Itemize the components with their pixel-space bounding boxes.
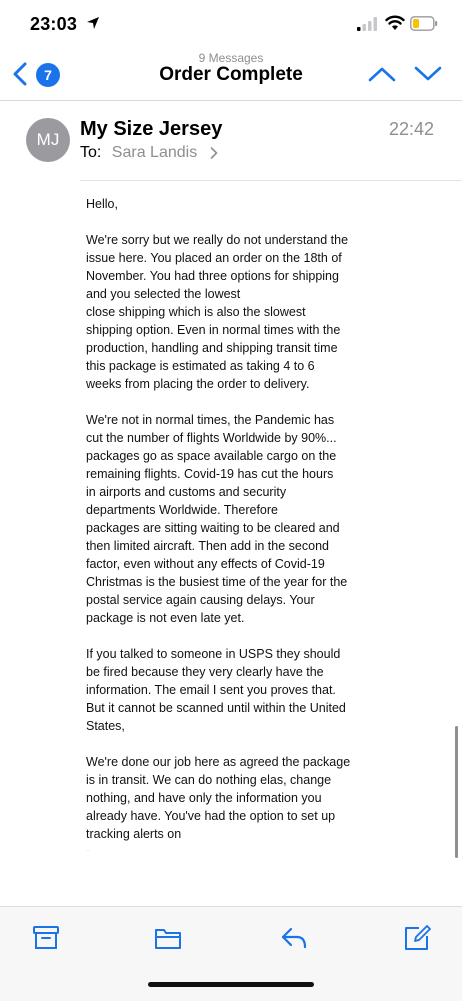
body-line: Christmas is the busiest time of the year for the — [86, 575, 348, 589]
body-line: is in transit. We can do nothing elas, change — [86, 773, 332, 787]
cellular-signal-icon — [357, 17, 379, 31]
body-line: this package is estimated as taking 4 to 6 — [86, 359, 315, 373]
status-bar — [0, 0, 462, 50]
body-line: shipping option. Even in normal times with the — [86, 323, 341, 337]
message-header — [0, 101, 462, 181]
body-line: be fired because they very clearly have the — [86, 665, 324, 679]
body-line: We're not in normal times, the Pandemic has — [86, 413, 335, 427]
location-arrow-icon — [86, 16, 100, 30]
folder-icon[interactable] — [154, 925, 182, 951]
body-line: We're done our job here as agreed the package — [86, 755, 351, 769]
illegible-quoted-text: … — [86, 847, 90, 852]
to-label: To: — [80, 144, 102, 161]
page-title: Order Complete — [159, 64, 303, 85]
status-time: 23:03 — [30, 14, 78, 34]
body-line: weeks from placing the order to delivery. — [86, 377, 310, 391]
recipient-name[interactable]: Sara Landis — [111, 144, 198, 161]
unread-count-badge[interactable]: 7 — [36, 63, 60, 87]
body-line: If you talked to someone in USPS they should — [86, 647, 341, 661]
next-message-chevron-icon[interactable] — [414, 66, 442, 82]
chevron-right-icon[interactable] — [210, 147, 218, 159]
scroll-indicator[interactable] — [455, 726, 458, 858]
body-line: close shipping which is also the slowest — [86, 305, 306, 319]
paragraph-3 — [86, 645, 366, 735]
compose-icon[interactable] — [403, 925, 431, 951]
body-line: issue here. You placed an order on the 18th of — [86, 251, 342, 265]
reply-icon[interactable] — [280, 925, 308, 951]
paragraph-2 — [86, 411, 366, 627]
greeting: Hello, — [86, 197, 118, 211]
body-line: package is not even late yet. — [86, 611, 245, 625]
body-line: already have. You've had the option to set up — [86, 809, 336, 823]
body-line: packages are sitting waiting to be cleared and — [86, 521, 340, 535]
avatar[interactable]: MJ — [26, 118, 70, 162]
body-line: But it cannot be scanned until within the United — [86, 701, 346, 715]
body-line: then limited aircraft. Then add in the second — [86, 539, 329, 553]
sender-name[interactable]: My Size Jersey — [80, 118, 223, 140]
body-line: information. The email I sent you proves that. — [86, 683, 336, 697]
body-line: tracking alerts on — [86, 827, 182, 841]
paragraph-1 — [86, 231, 366, 393]
message-time: 22:42 — [388, 119, 434, 139]
body-line: States, — [86, 719, 125, 733]
body-line: We're sorry but we really do not understand the — [86, 233, 349, 247]
archive-icon[interactable] — [32, 925, 60, 951]
body-line: and you selected the lowest — [86, 287, 241, 301]
body-line: departments Worldwide. Therefore — [86, 503, 278, 517]
previous-message-chevron-icon[interactable] — [368, 66, 396, 82]
body-line: cut the number of flights Worldwide by 90%... — [86, 431, 337, 445]
body-line: production, handling and shipping transit time — [86, 341, 338, 355]
paragraph-4 — [86, 753, 366, 843]
battery-icon — [410, 16, 438, 31]
body-line: remaining flights. Covid-19 has cut the hours — [86, 467, 334, 481]
body-line: in airports and customs and security — [86, 485, 287, 499]
nav-bar — [0, 44, 462, 101]
wifi-icon — [385, 15, 405, 31]
recipient-line[interactable] — [80, 144, 218, 162]
body-line: packages go as space available cargo on the — [86, 449, 337, 463]
home-indicator[interactable] — [148, 982, 314, 987]
body-line: November. You had three options for shipping — [86, 269, 339, 283]
body-line: factor, even without any effects of Covid-19 — [86, 557, 325, 571]
body-line: nothing, and have only the information you — [86, 791, 322, 805]
message-count: 9 Messages — [198, 51, 264, 65]
divider — [80, 180, 462, 181]
message-body — [86, 195, 366, 852]
body-line: postal service again causing delays. Your — [86, 593, 315, 607]
